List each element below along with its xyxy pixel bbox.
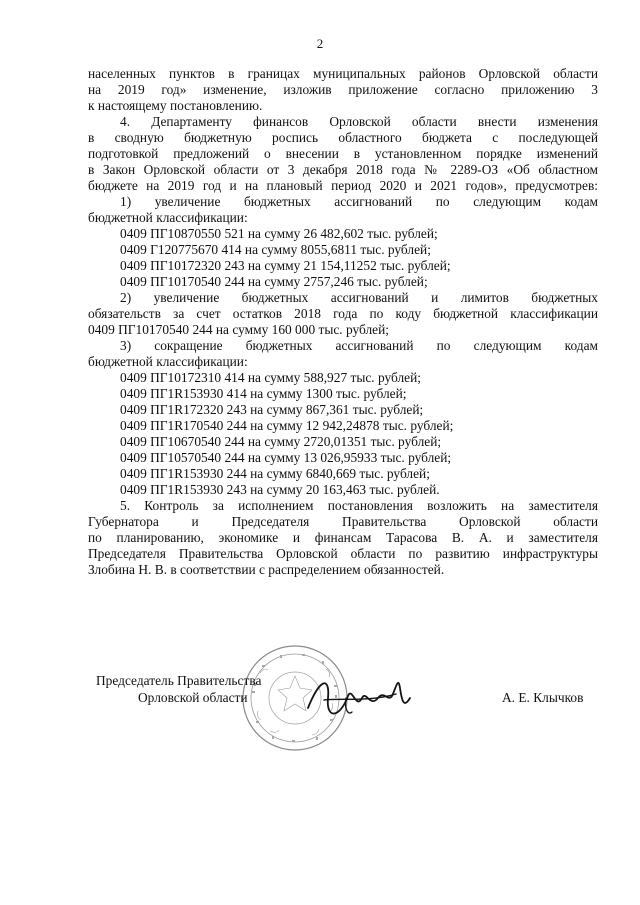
- paragraph-4-line-2: в сводную бюджетную роспись областного бюджета с последующей: [88, 130, 598, 145]
- handwritten-signature: [300, 668, 420, 723]
- item-3-line-1: 3) сокращение бюджетных ассигнований по следующим кодам: [120, 338, 598, 353]
- budget-code-line: 0409 Г120775670 414 на сумму 8055,6811 тыс. рублей;: [120, 242, 431, 257]
- paragraph-4-line-1: 4. Департаменту финансов Орловской области внести изменения: [120, 114, 598, 129]
- paragraph-4-line-4: в Закон Орловской области от 3 декабря 2018 года № 2289-ОЗ «Об областном: [88, 162, 598, 177]
- paragraph-5-line-3: по планированию, экономике и финансам Тарасова В. А. и заместителя: [88, 530, 598, 545]
- page-number: 2: [316, 36, 324, 51]
- budget-code-line: 0409 ПГ1R153930 414 на сумму 1300 тыс. рублей;: [120, 386, 407, 401]
- paragraph-5-line-4: Председателя Правительства Орловской области по развитию инфраструктуры: [88, 546, 598, 561]
- signatory-title-line-2: Орловской области: [138, 690, 248, 705]
- signatory-name: А. Е. Клычков: [502, 690, 584, 705]
- paragraph-5-line-2: Губернатора и Председателя Правительства Орловской области: [88, 514, 598, 529]
- budget-code-line: 0409 ПГ10570540 244 на сумму 13 026,95933 тыс. рублей;: [120, 450, 452, 465]
- budget-code-line: 0409 ПГ10172320 243 на сумму 21 154,11252 тыс. рублей;: [120, 258, 451, 273]
- paragraph-3-line-3: к настоящему постановлению.: [88, 98, 263, 113]
- document-body: [88, 66, 598, 578]
- budget-code-line: 0409 ПГ10670540 244 на сумму 2720,01351 тыс. рублей;: [120, 434, 442, 449]
- paragraph-5-line-5: Злобина Н. В. в соответствии с распределением обязанностей.: [88, 562, 445, 577]
- budget-code-line: 0409 ПГ10870550 521 на сумму 26 482,602 тыс. рублей;: [120, 226, 438, 241]
- paragraph-3-line-2: на 2019 год» изменение, изложив приложение согласно приложению 3: [88, 82, 598, 97]
- paragraph-3-line-1: населенных пунктов в границах муниципальных районов Орловской области: [88, 66, 598, 81]
- item-3-line-2: бюджетной классификации:: [88, 354, 248, 369]
- item-1-line-1: 1) увеличение бюджетных ассигнований по следующим кодам: [120, 194, 598, 209]
- signatory-title-line-1: Председатель Правительства: [96, 673, 262, 688]
- item-2-line-1: 2) увеличение бюджетных ассигнований и лимитов бюджетных: [120, 290, 598, 305]
- budget-code-line: 0409 ПГ1R153930 244 на сумму 6840,669 тыс. рублей;: [120, 466, 430, 481]
- paragraph-5-line-1: 5. Контроль за исполнением постановления возложить на заместителя: [120, 498, 598, 513]
- item-2-line-3: 0409 ПГ10170540 244 на сумму 160 000 тыс. рублей;: [88, 322, 390, 337]
- budget-code-line: 0409 ПГ10170540 244 на сумму 2757,246 тыс. рублей;: [120, 274, 428, 289]
- item-2-line-2: обязательств за счет остатков 2018 года по коду бюджетной классификации: [88, 306, 598, 321]
- budget-code-line: 0409 ПГ10172310 414 на сумму 588,927 тыс. рублей;: [120, 370, 422, 385]
- item-1-line-2: бюджетной классификации:: [88, 210, 248, 225]
- paragraph-4-line-5: бюджете на 2019 год и на плановый период 2020 и 2021 годов», предусмотрев:: [88, 178, 598, 193]
- budget-code-line: 0409 ПГ1R153930 243 на сумму 20 163,463 тыс. рублей.: [120, 482, 440, 497]
- budget-code-line: 0409 ПГ1R172320 243 на сумму 867,361 тыс. рублей;: [120, 402, 424, 417]
- paragraph-4-line-3: подготовкой предложений о внесении в установленном порядке изменений: [88, 146, 598, 161]
- budget-code-line: 0409 ПГ1R170540 244 на сумму 12 942,24878 тыс. рублей;: [120, 418, 454, 433]
